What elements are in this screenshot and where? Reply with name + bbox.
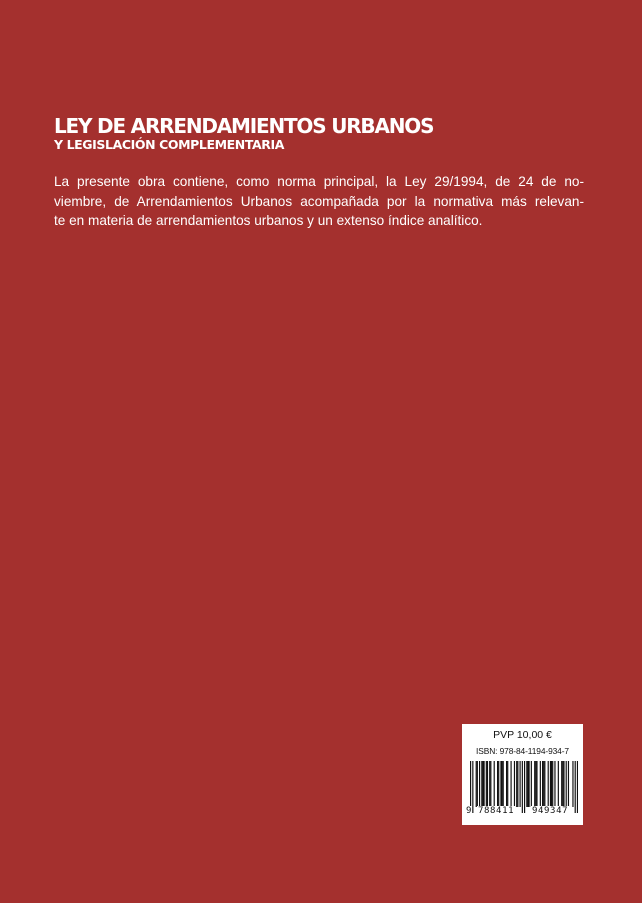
barcode-bar (477, 761, 478, 807)
barcode-bar (476, 761, 477, 807)
barcode-bar (551, 761, 552, 807)
barcode-bar (511, 761, 512, 807)
barcode-bar (540, 761, 541, 807)
barcode-bar (544, 761, 545, 807)
barcode-bar (554, 761, 555, 807)
barcode-bar (481, 761, 482, 807)
book-subtitle: Y LEGISLACIÓN COMPLEMENTARIA (54, 137, 285, 152)
barcode-bar (563, 761, 564, 807)
barcode-bar (536, 761, 537, 807)
barcode-bar (535, 761, 536, 807)
price-barcode-label (462, 724, 583, 825)
description-line: te en materia de arrendamientos urbanos y un extenso índice analítico. (54, 213, 483, 228)
barcode-bar (552, 761, 553, 807)
barcode-bar (489, 761, 490, 807)
barcode-bar (526, 761, 527, 807)
barcode-bar (479, 761, 480, 807)
barcode-bar (514, 761, 515, 807)
barcode-bar (527, 761, 528, 807)
barcode-bar (487, 761, 488, 807)
price-text: PVP 10,00 € (493, 729, 552, 741)
barcode-bar (568, 761, 569, 807)
barcode-first-digit: 9 (466, 806, 472, 816)
barcode-bar (502, 761, 503, 807)
barcode-bar (494, 761, 495, 807)
barcode-digits (465, 806, 583, 818)
description-line: viembre, de Arrendamientos Urbanos acompañada por la normativa más relevan- (54, 193, 584, 209)
book-title: LEY DE ARRENDAMIENTOS URBANOS (54, 114, 434, 138)
barcode-left-digits: 788411 (478, 806, 515, 816)
barcode-bar (566, 761, 567, 807)
barcode-bar (484, 761, 485, 807)
barcode-bar (572, 761, 573, 807)
barcode-bar (506, 761, 507, 807)
barcode-bar (542, 761, 543, 807)
barcode-bar (561, 761, 562, 807)
barcode-bar (531, 761, 532, 807)
barcode-bar (497, 761, 498, 807)
barcode-bar (482, 761, 483, 807)
barcode-bar (507, 761, 508, 807)
barcode-bar (516, 761, 517, 807)
barcode-bar (486, 761, 487, 807)
barcode-bar (534, 761, 535, 807)
barcode-bar (503, 761, 504, 807)
barcode-bar (498, 761, 499, 807)
barcode-bar (517, 761, 518, 807)
barcode-bar (529, 761, 530, 807)
barcode-bar (548, 761, 549, 807)
barcode-bar (500, 761, 501, 807)
barcode-bar (550, 761, 551, 807)
barcode-bar (520, 761, 521, 807)
barcode-bar (558, 761, 559, 807)
barcode-bar (490, 761, 491, 807)
book-description (54, 172, 584, 231)
barcode-bar (562, 761, 563, 807)
description-line: La presente obra contiene, como norma principal, la Ley 29/1994, de 24 de no- (54, 174, 584, 189)
barcode-right-digits: 949347 (532, 806, 569, 816)
barcode-bar (543, 761, 544, 807)
isbn-text: ISBN: 978-84-1194-934-7 (476, 746, 569, 756)
